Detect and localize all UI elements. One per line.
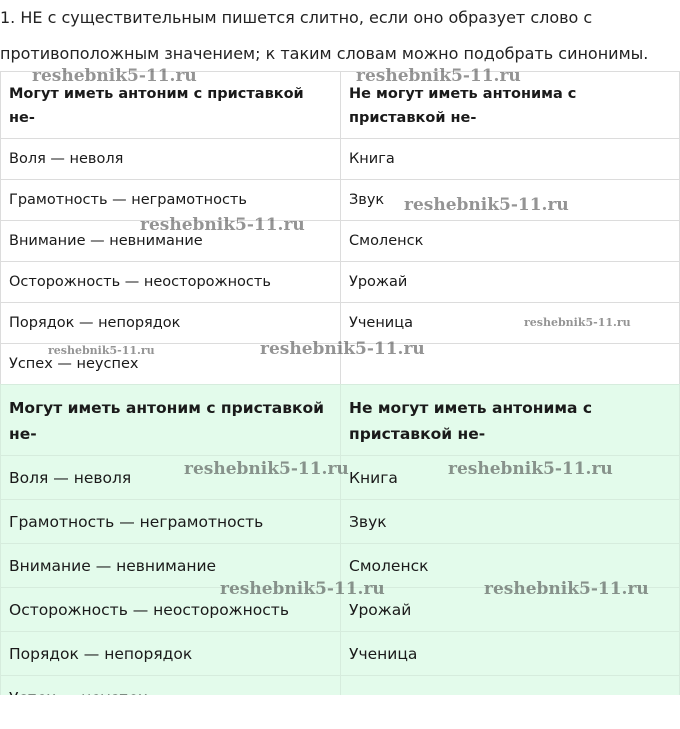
antonym-table (0, 71, 680, 385)
header-col1: Могут иметь антоним с приставкой не- (1, 72, 341, 139)
cell-right: Урожай (341, 588, 680, 632)
table-row (1, 588, 680, 632)
watermark: reshebnik5-11.ru (484, 579, 649, 599)
table-row (1, 344, 680, 385)
cell-left: Внимание — невнимание (1, 221, 341, 262)
cell-right: Звук (341, 500, 680, 544)
watermark: reshebnik5-11.ru (356, 66, 521, 86)
watermark: reshebnik5-11.ru (220, 579, 385, 599)
cell-right: Урожай (341, 262, 680, 303)
cell-left: Воля — неволя (1, 139, 341, 180)
table-row (1, 303, 680, 344)
watermark: reshebnik5-11.ru (140, 215, 305, 235)
cell-right: Звук (341, 180, 680, 221)
header-col2: Не могут иметь антонима с приставкой не- (341, 72, 680, 139)
cell-left: Порядок — непорядок (1, 303, 341, 344)
cell-right: Ученица (341, 303, 680, 344)
cell-left: Грамотность — неграмотность (1, 180, 341, 221)
header-col1: Могут иметь антоним с приставкой не- (1, 385, 341, 456)
cell-right: Смоленск (341, 544, 680, 588)
cell-left: Осторожность — неосторожность (1, 262, 341, 303)
table-header-row (1, 72, 680, 139)
antonym-table-highlighted (0, 384, 680, 720)
cell-right: Смоленск (341, 221, 680, 262)
watermark: reshebnik5-11.ru (448, 459, 613, 479)
table-row (1, 500, 680, 544)
table-row (1, 139, 680, 180)
watermark: reshebnik5-11.ru (48, 344, 155, 357)
watermark: reshebnik5-11.ru (32, 66, 197, 86)
watermark: reshebnik5-11.ru (184, 459, 349, 479)
table-row (1, 632, 680, 676)
green-table-viewport (0, 384, 680, 695)
cell-left: Внимание — невнимание (1, 544, 341, 588)
cell-left: Воля — неволя (1, 456, 341, 500)
cell-left: Грамотность — неграмотность (1, 500, 341, 544)
table-row (1, 180, 680, 221)
cell-right: Книга (341, 139, 680, 180)
cell-right: Книга (341, 456, 680, 500)
table-row (1, 221, 680, 262)
cell-left: Успех — неуспех (1, 344, 341, 385)
header-col2: Не могут иметь антонима с приставкой не- (341, 385, 680, 456)
cell-left: Порядок — непорядок (1, 632, 341, 676)
intro-paragraph: 1. НЕ с существительным пишется слитно, если оно образует слово с противоположным значением; к таким словам можно подобрать синонимы. (0, 8, 649, 63)
cell-left: Осторожность — неосторожность (1, 588, 341, 632)
cell-right (341, 344, 680, 385)
watermark: reshebnik5-11.ru (260, 339, 425, 359)
table-header-row (1, 385, 680, 456)
watermark: reshebnik5-11.ru (524, 316, 631, 329)
table-row (1, 456, 680, 500)
table-row (1, 262, 680, 303)
table-row (1, 544, 680, 588)
watermark: reshebnik5-11.ru (404, 195, 569, 215)
cell-right: Ученица (341, 632, 680, 676)
page-bottom (0, 695, 680, 729)
